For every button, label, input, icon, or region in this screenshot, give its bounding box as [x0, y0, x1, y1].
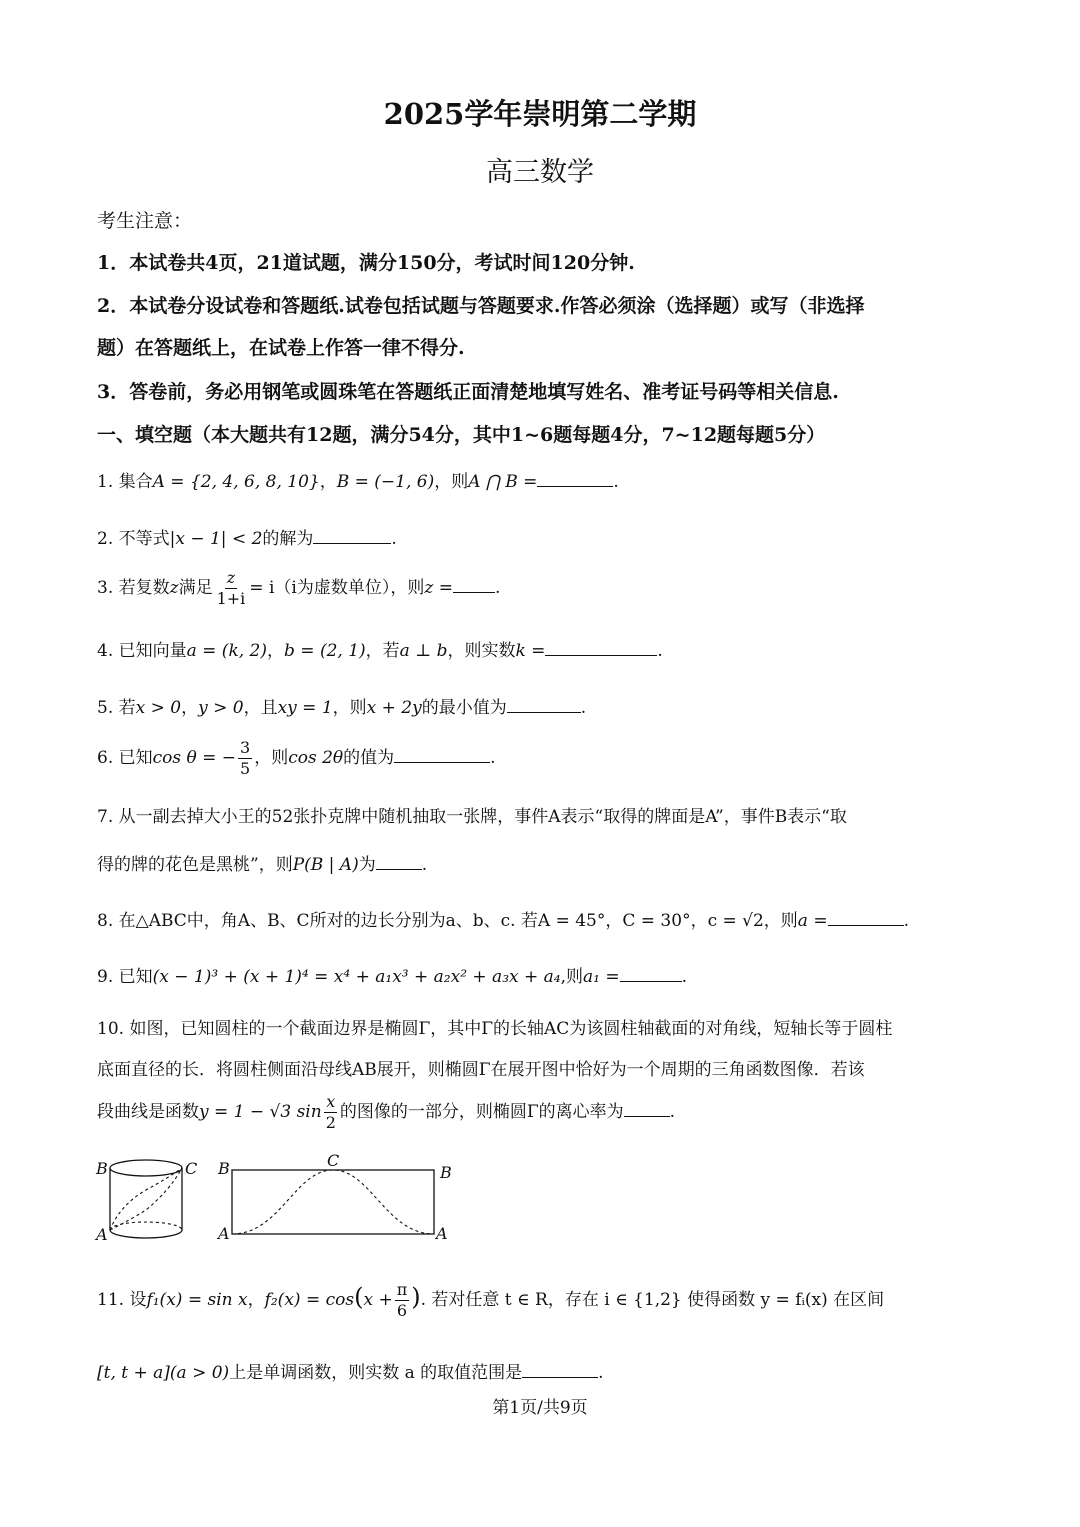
question-1: 1. 集合A = {2, 4, 6, 8, 10}，B = (−1, 6)，则A ⋂ B = .	[97, 467, 619, 492]
section-fill-in: 一、填空题（本大题共有12题，满分54分，其中1~6题每题4分，7~12题每题5分）	[97, 424, 826, 446]
answer-blank	[537, 468, 613, 487]
answer-blank	[522, 1359, 598, 1378]
notice-label: 考生注意：	[97, 210, 193, 232]
cylinder-unrolling-figure	[90, 1150, 470, 1250]
page-footer: 第1页/共9页	[492, 1398, 588, 1418]
question-2: 2. 不等式|x − 1| < 2的解为 .	[97, 524, 397, 549]
answer-blank	[394, 744, 490, 763]
rule-3: 3．答卷前，务必用钢笔或圆珠笔在答题纸正面清楚地填写姓名、准考证号码等相关信息.	[97, 381, 839, 403]
answer-blank	[313, 525, 391, 544]
question-7-line-1: 7. 从一副去掉大小王的52张扑克牌中随机抽取一张牌，事件A表示“取得的牌面是A”，事件B表示“取	[97, 807, 847, 827]
rule-2: 2．本试卷分设试卷和答题纸.试卷包括试题与答题要求.作答必须涂（选择题）或写（非选择	[97, 295, 865, 317]
question-8: 8. 在△ABC中，角A、B、C所对的边长分别为a、b、c. 若A = 45°，C = 30°，c = √2，则a = .	[97, 906, 909, 931]
answer-blank	[507, 694, 581, 713]
label-a: A	[96, 1225, 108, 1244]
question-6: 6. 已知cos θ = − $\frac{3}{5}$ ，则cos 2θ的值为 .	[97, 738, 496, 778]
question-3: 3. 若复数z满足 $\frac{z}{1+i}$ = i（i为虚数单位），则z = .	[97, 568, 501, 608]
question-10-line-1: 10. 如图，已知圆柱的一个截面边界是椭圆Γ，其中Γ的长轴AC为该圆柱轴截面的对角线，短轴长等于圆柱	[97, 1019, 893, 1039]
exam-title: 2025学年崇明第二学期	[383, 97, 697, 131]
label-c: C	[327, 1151, 340, 1170]
question-11-line-2: [t, t + a](a > 0)上是单调函数，则实数 a 的取值范围是 .	[97, 1358, 604, 1383]
question-4: 4. 已知向量a = (k, 2)，b = (2, 1)，若a ⊥ b，则实数k = .	[97, 636, 663, 661]
answer-blank	[376, 851, 422, 870]
answer-blank	[453, 574, 495, 593]
question-9: 9. 已知(x − 1)³ + (x + 1)⁴ = x⁴ + a₁x³ + a₂x² + a₃x + a₄,则a₁ = .	[97, 962, 687, 987]
answer-blank	[624, 1098, 670, 1117]
unrolled-diagram	[216, 1151, 452, 1243]
question-7-line-2: 得的牌的花色是黑桃”，则P(B | A)为 .	[97, 850, 427, 875]
question-5: 5. 若x > 0，y > 0，且xy = 1，则x + 2y的最小值为 .	[97, 693, 586, 718]
answer-blank	[545, 637, 657, 656]
label-b: B	[440, 1163, 452, 1182]
question-10-line-3: 段曲线是函数y = 1 − √3 sin $\frac{x}{2}$ 的图像的一部分，则椭圆Γ的离心率为 .	[97, 1092, 676, 1132]
rule-2-cont: 题）在答题纸上，在试卷上作答一律不得分.	[97, 337, 465, 359]
label-b: B	[96, 1159, 108, 1178]
exam-subtitle: 高三数学	[486, 157, 594, 188]
answer-blank	[620, 963, 682, 982]
question-10-line-2: 底面直径的长．将圆柱侧面沿母线AB展开，则椭圆Γ在展开图中恰好为一个周期的三角函数图像．若该	[97, 1060, 865, 1080]
cylinder-diagram	[94, 1159, 197, 1244]
label-a: A	[218, 1224, 230, 1243]
label-c: C	[185, 1159, 198, 1178]
rule-1: 1．本试卷共4页，21道试题，满分150分，考试时间120分钟.	[97, 252, 635, 274]
label-b: B	[218, 1159, 230, 1178]
label-a: A	[436, 1224, 448, 1243]
answer-blank	[828, 907, 904, 926]
question-11-line-1: 11. 设f₁(x) = sin x，f₂(x) = cos(x + $\frac{\pi}{6}$ ). 若对任意 t ∈ R，存在 i ∈ {1,2} 使得函数 y = fᵢ(x) 在区间	[97, 1280, 885, 1320]
